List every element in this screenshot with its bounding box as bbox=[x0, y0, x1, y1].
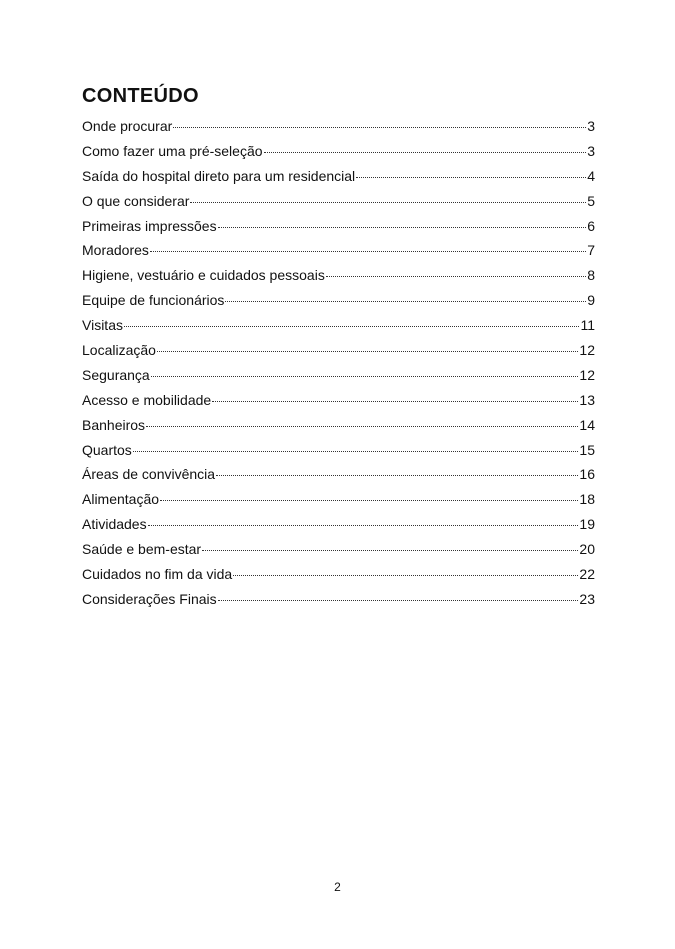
toc-entry-page: 13 bbox=[579, 391, 595, 408]
toc-entry-page: 12 bbox=[579, 366, 595, 383]
dot-leader bbox=[148, 525, 579, 526]
toc-entry-page: 16 bbox=[579, 466, 595, 483]
toc-entry-title: Áreas de convivência bbox=[82, 466, 216, 483]
toc-entry bbox=[82, 214, 595, 239]
toc-entry-page: 19 bbox=[579, 516, 595, 533]
toc-entry-page: 3 bbox=[587, 142, 595, 159]
toc-entry-page: 12 bbox=[579, 342, 595, 359]
dot-leader bbox=[218, 227, 587, 228]
toc-entry-title: Primeiras impressões bbox=[82, 217, 217, 234]
dot-leader bbox=[160, 500, 578, 501]
toc-entry bbox=[82, 288, 595, 313]
table-of-contents bbox=[82, 82, 595, 612]
dot-leader bbox=[157, 351, 578, 352]
toc-entry-page: 5 bbox=[587, 192, 595, 209]
dot-leader bbox=[225, 301, 586, 302]
dot-leader bbox=[124, 326, 579, 327]
toc-entry-title: Onde procurar bbox=[82, 118, 173, 134]
toc-entry-page: 6 bbox=[587, 217, 595, 234]
dot-leader bbox=[150, 251, 586, 252]
dot-leader bbox=[216, 475, 578, 476]
toc-entry-page: 9 bbox=[587, 292, 595, 309]
dot-leader bbox=[218, 600, 579, 601]
toc-entry-title: Como fazer uma pré-seleção bbox=[82, 142, 263, 159]
toc-entry-title: Equipe de funcionários bbox=[82, 292, 225, 309]
toc-entry-title: Quartos bbox=[82, 441, 132, 458]
toc-entry-page: 14 bbox=[579, 416, 595, 433]
dot-leader bbox=[173, 127, 586, 128]
toc-entry-title: Alimentação bbox=[82, 491, 160, 508]
toc-entry bbox=[82, 388, 595, 413]
toc-entry-title: Cuidados no fim da vida bbox=[82, 566, 233, 583]
dot-leader bbox=[326, 276, 586, 277]
toc-entry bbox=[82, 537, 595, 562]
toc-entry-title: Considerações Finais bbox=[82, 590, 217, 607]
toc-entry-title: Localização bbox=[82, 342, 156, 359]
toc-entry-title: Banheiros bbox=[82, 416, 146, 433]
toc-entry-title: Higiene, vestuário e cuidados pessoais bbox=[82, 267, 325, 284]
toc-entry bbox=[82, 164, 595, 189]
toc-entry-title: Atividades bbox=[82, 516, 147, 533]
toc-entry-page: 7 bbox=[587, 242, 595, 259]
toc-entry bbox=[82, 338, 595, 363]
toc-entry-page: 18 bbox=[579, 491, 595, 508]
toc-entry-page: 8 bbox=[587, 267, 595, 284]
toc-entry bbox=[82, 263, 595, 288]
toc-entry-page: 22 bbox=[579, 566, 595, 583]
dot-leader bbox=[133, 451, 579, 452]
toc-entry bbox=[82, 189, 595, 214]
toc-list bbox=[82, 114, 595, 612]
toc-entry-page: 4 bbox=[587, 167, 595, 184]
toc-entry bbox=[82, 238, 595, 263]
dot-leader bbox=[190, 202, 586, 203]
toc-entry-title: O que considerar bbox=[82, 192, 190, 209]
toc-entry bbox=[82, 413, 595, 438]
toc-entry bbox=[82, 313, 595, 338]
toc-entry bbox=[82, 139, 595, 164]
toc-entry bbox=[82, 438, 595, 463]
toc-title: CONTEÚDO bbox=[82, 85, 199, 107]
toc-entry-title: Segurança bbox=[82, 366, 150, 383]
page-number: 2 bbox=[334, 880, 341, 894]
toc-entry bbox=[82, 512, 595, 537]
toc-entry-title: Acesso e mobilidade bbox=[82, 391, 212, 408]
toc-entry-title: Saúde e bem-estar bbox=[82, 541, 202, 558]
dot-leader bbox=[356, 177, 586, 178]
toc-entry bbox=[82, 562, 595, 587]
toc-entry-page: 23 bbox=[579, 590, 595, 607]
dot-leader bbox=[264, 152, 587, 153]
toc-entry-title: Visitas bbox=[82, 317, 123, 334]
dot-leader bbox=[202, 550, 578, 551]
toc-entry-page: 20 bbox=[579, 541, 595, 558]
toc-entry-page: 11 bbox=[580, 317, 595, 334]
dot-leader bbox=[146, 426, 578, 427]
dot-leader bbox=[233, 575, 578, 576]
toc-entry bbox=[82, 114, 595, 139]
toc-entry-page: 3 bbox=[587, 118, 595, 134]
toc-entry bbox=[82, 487, 595, 512]
dot-leader bbox=[212, 401, 578, 402]
toc-entry-page: 15 bbox=[579, 441, 595, 458]
toc-entry bbox=[82, 462, 595, 487]
toc-entry bbox=[82, 363, 595, 388]
toc-entry-title: Moradores bbox=[82, 242, 149, 259]
toc-entry bbox=[82, 587, 595, 612]
dot-leader bbox=[151, 376, 579, 377]
toc-entry-title: Saída do hospital direto para um residencial bbox=[82, 167, 356, 184]
